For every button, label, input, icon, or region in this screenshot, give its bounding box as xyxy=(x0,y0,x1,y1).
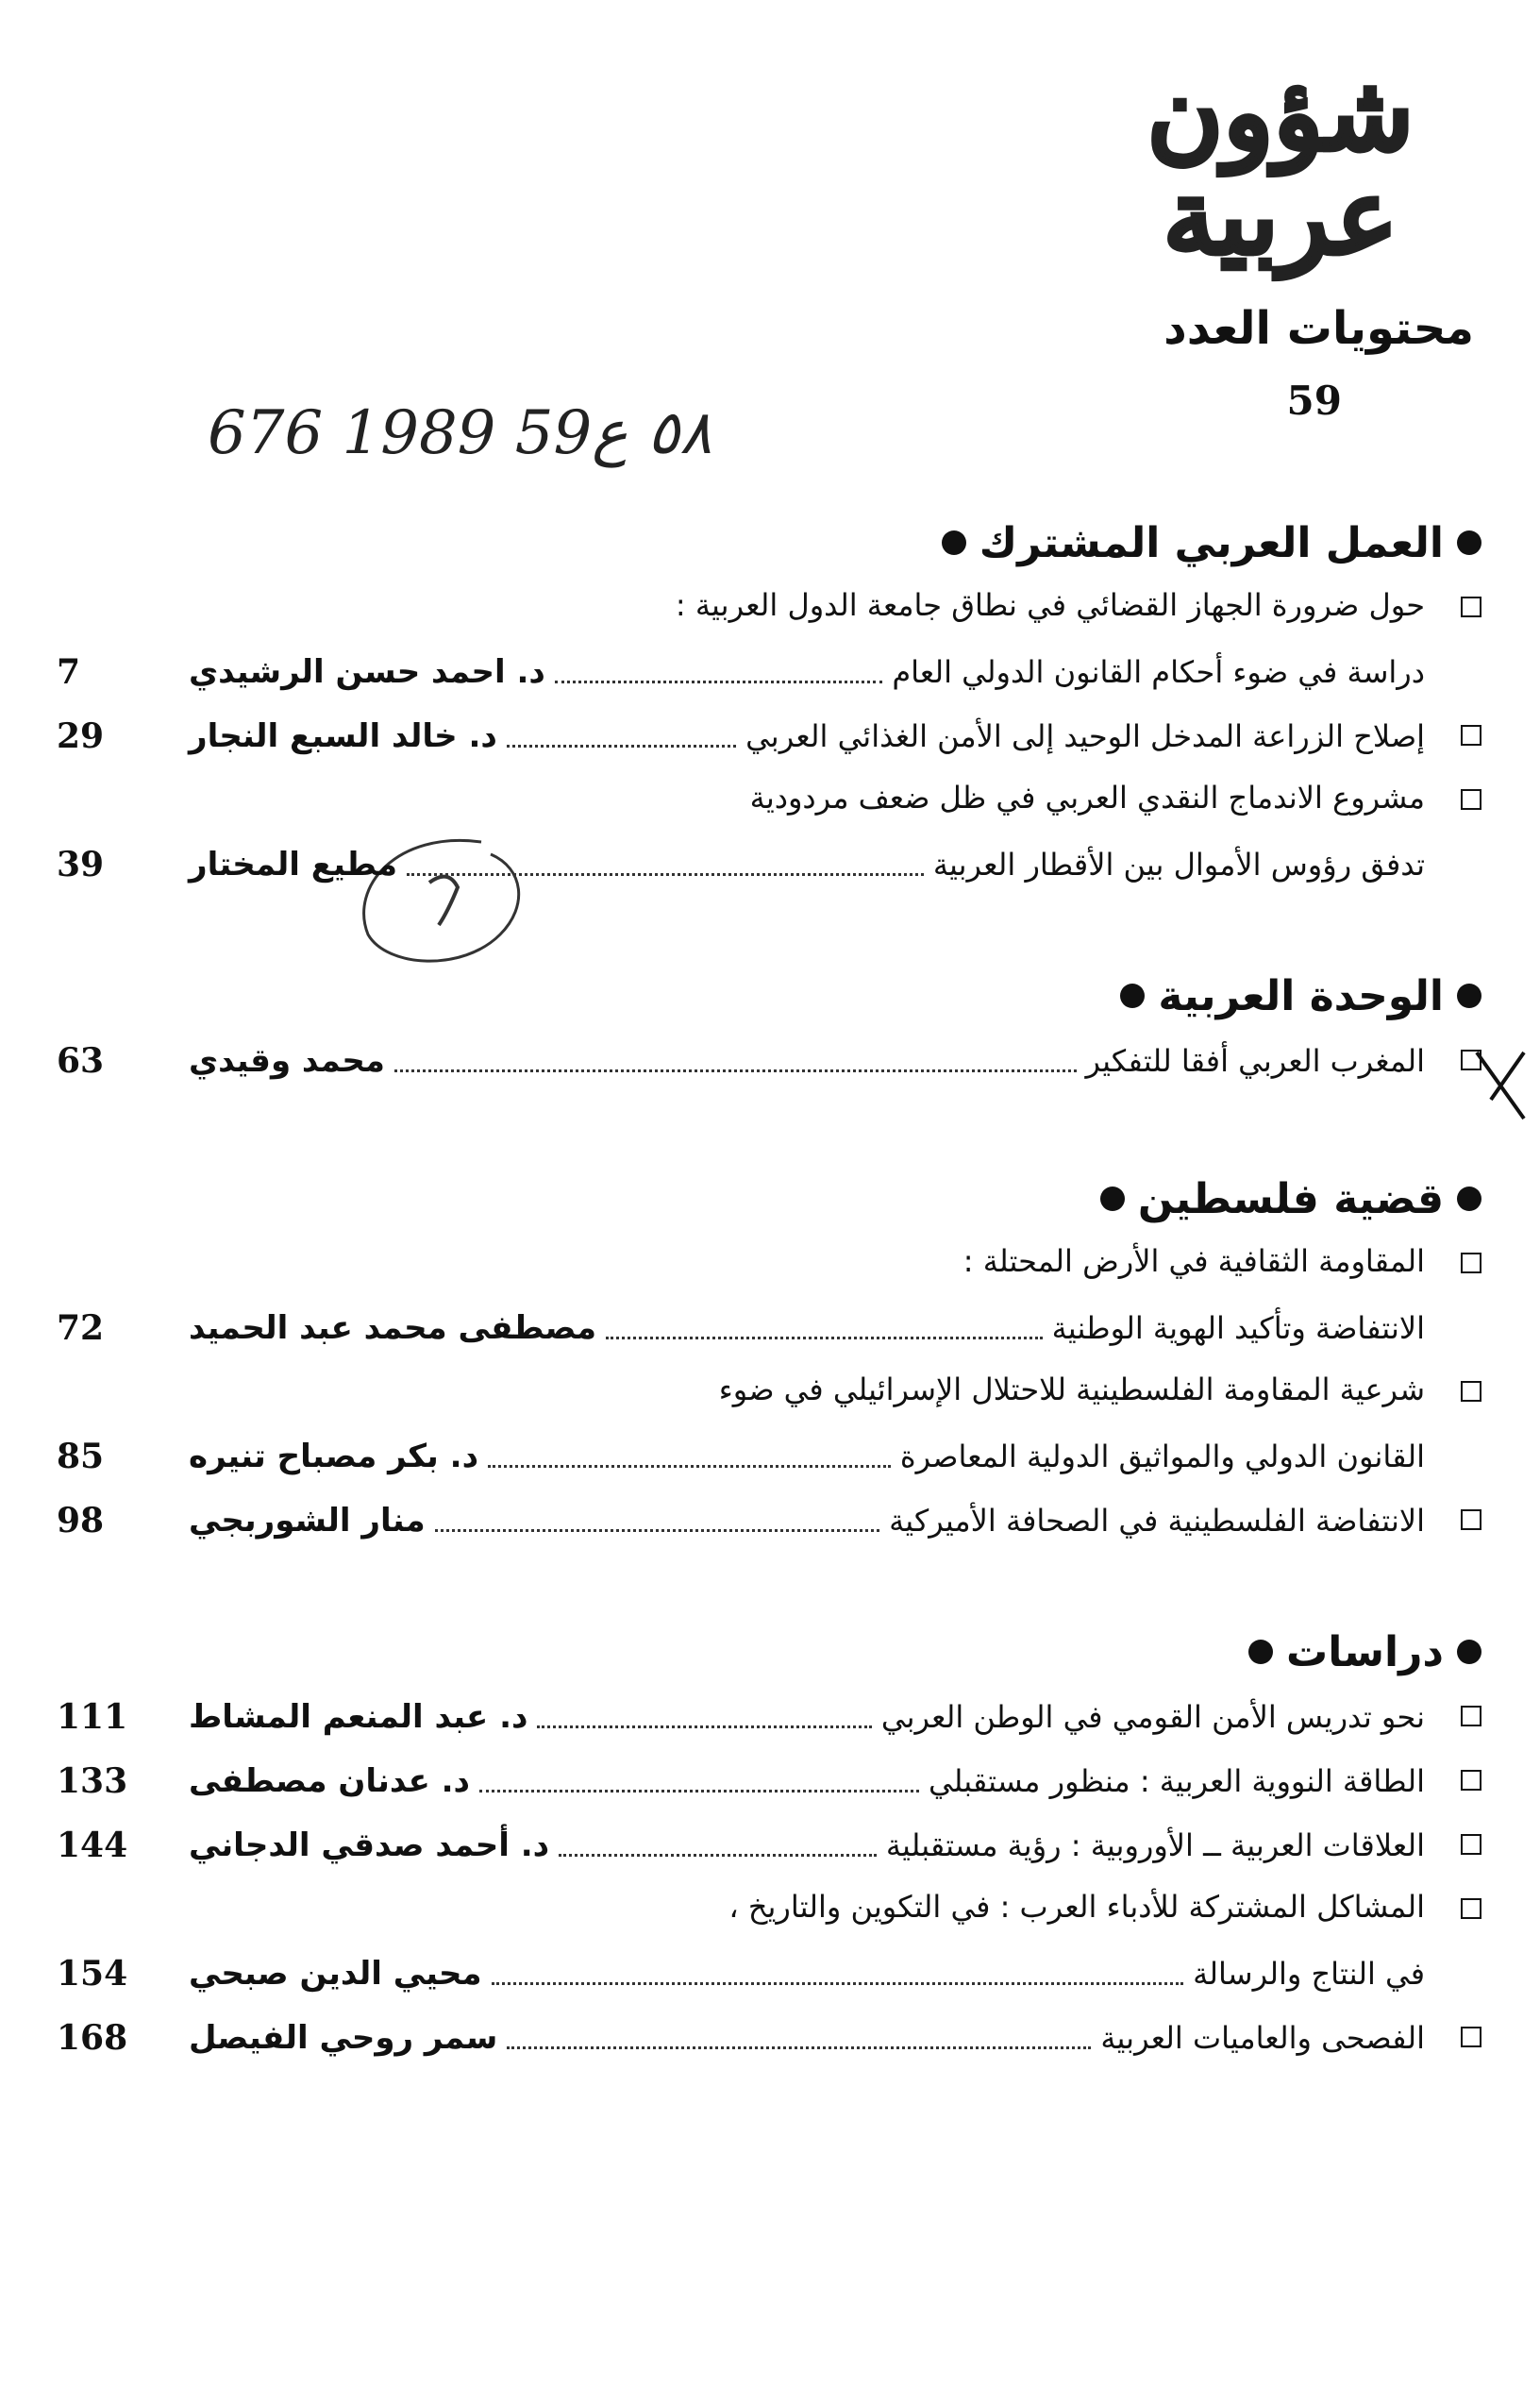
toc-entry[interactable] xyxy=(57,1877,1481,1942)
leader-dots xyxy=(492,1982,1184,1985)
leader-dots xyxy=(507,2046,1091,2049)
entry-author: د. احمد حسن الرشيدي xyxy=(189,653,545,691)
entry-author: د. بكر مصباح تنيره xyxy=(189,1438,479,1475)
entry-page-number: 63 xyxy=(57,1041,105,1081)
section-heading-text: العمل العربي المشترك xyxy=(979,518,1444,567)
entry-author: محيي الدين صبحي xyxy=(189,1955,482,1993)
entry-title: العلاقات العربية ــ الأوروبية : رؤية مستقبلية xyxy=(885,1827,1425,1863)
checkbox-icon xyxy=(1461,1381,1481,1402)
entry-title-line1: المشاكل المشتركة للأدباء العرب : في التكوين والتاريخ ، xyxy=(728,1889,1425,1925)
entry-page-number: 168 xyxy=(57,2018,128,2058)
magazine-masthead xyxy=(1125,52,1436,278)
entry-author: د. عدنان مصطفى xyxy=(189,1762,470,1800)
entry-page-number: 72 xyxy=(57,1308,105,1348)
entry-title-line2: تدفق رؤوس الأموال بين الأقطار العربية xyxy=(932,847,1425,883)
section-heading-text: الوحدة العربية xyxy=(1158,971,1444,1020)
section-heading xyxy=(57,510,1481,576)
toc-entry-continued[interactable] xyxy=(57,1942,1481,2006)
checkbox-icon xyxy=(1461,2027,1481,2047)
entry-page-number: 154 xyxy=(57,1954,128,1994)
checkbox-icon xyxy=(1461,597,1481,617)
toc-entry[interactable] xyxy=(57,768,1481,833)
handwritten-note-text: ٥٨ ع59 1989 676 xyxy=(208,398,712,468)
checkbox-icon xyxy=(1461,1706,1481,1726)
entry-page-number: 29 xyxy=(57,716,105,756)
section-joint-arab-action xyxy=(57,510,1481,897)
entry-page-number: 7 xyxy=(57,652,81,692)
toc-entry[interactable] xyxy=(57,576,1481,640)
entry-author: د. عبد المنعم المشاط xyxy=(189,1698,528,1736)
leader-dots xyxy=(407,873,924,876)
leader-dots xyxy=(555,681,882,683)
entry-title: الفصحى والعاميات العربية xyxy=(1100,2020,1425,2056)
entry-author: سمر روحي الفيصل xyxy=(189,2019,498,2057)
handwriting-svg xyxy=(198,363,1283,505)
toc-entry-continued[interactable] xyxy=(57,1424,1481,1489)
bullet-icon xyxy=(1120,984,1145,1008)
bullet-icon xyxy=(1457,530,1481,555)
entry-title: نحو تدريس الأمن القومي في الوطن العربي xyxy=(880,1699,1425,1735)
entry-page-number: 111 xyxy=(57,1697,128,1737)
toc-entry[interactable] xyxy=(57,1029,1481,1093)
entry-page-number: 39 xyxy=(57,845,105,884)
entry-author: د. خالد السبع النجار xyxy=(189,717,497,755)
bullet-icon xyxy=(1457,1187,1481,1211)
leader-dots xyxy=(479,1790,919,1792)
toc-entry[interactable] xyxy=(57,1489,1481,1553)
entry-title-line1: مشروع الاندماج النقدي العربي في ظل ضعف مردودية xyxy=(749,780,1425,816)
section-heading-text: دراسات xyxy=(1286,1627,1444,1676)
toc-entry-continued[interactable] xyxy=(57,833,1481,897)
masthead-line-2: عربية xyxy=(1163,156,1398,278)
entry-page-number: 98 xyxy=(57,1501,105,1540)
entry-author: مطيع المختار xyxy=(189,846,398,884)
entry-page-number: 85 xyxy=(57,1437,105,1476)
page-title: محتويات العدد xyxy=(1163,302,1474,355)
checkbox-icon xyxy=(1461,1050,1481,1070)
section-arab-unity xyxy=(57,963,1481,1093)
entry-title-line1: حول ضرورة الجهاز القضائي في نطاق جامعة الدول العربية : xyxy=(675,587,1425,623)
entry-title: الطاقة النووية العربية : منظور مستقبلي xyxy=(928,1763,1425,1799)
bullet-icon xyxy=(1100,1187,1125,1211)
checkbox-icon xyxy=(1461,1898,1481,1919)
entry-title-line1: شرعية المقاومة الفلسطينية للاحتلال الإسرائيلي في ضوء xyxy=(718,1372,1425,1407)
entry-author: محمد وقيدي xyxy=(189,1042,385,1080)
toc-entry-continued[interactable] xyxy=(57,640,1481,704)
checkbox-icon xyxy=(1461,789,1481,810)
toc-entry[interactable] xyxy=(57,704,1481,768)
entry-title: إصلاح الزراعة المدخل الوحيد إلى الأمن الغذائي العربي xyxy=(745,718,1425,754)
entry-author: د. أحمد صدقي الدجاني xyxy=(189,1826,550,1864)
toc-entry[interactable] xyxy=(57,2006,1481,2070)
leader-dots xyxy=(537,1725,871,1728)
checkbox-icon xyxy=(1461,1770,1481,1791)
checkbox-icon xyxy=(1461,1834,1481,1855)
leader-dots xyxy=(394,1069,1077,1072)
section-heading-text: قضية فلسطين xyxy=(1137,1174,1444,1223)
leader-dots xyxy=(606,1337,1043,1339)
entry-title: الانتفاضة الفلسطينية في الصحافة الأميركية xyxy=(889,1503,1425,1539)
toc-entry[interactable] xyxy=(57,1813,1481,1877)
leader-dots xyxy=(559,1854,877,1857)
bullet-icon xyxy=(1457,1640,1481,1664)
toc-entry[interactable] xyxy=(57,1360,1481,1424)
leader-dots xyxy=(488,1465,891,1468)
masthead-line-1: شؤون xyxy=(1147,52,1414,174)
issue-number: 59 xyxy=(1286,378,1342,424)
toc-entry[interactable] xyxy=(57,1749,1481,1813)
bullet-icon xyxy=(942,530,966,555)
checkbox-icon xyxy=(1461,725,1481,746)
section-palestine-question xyxy=(57,1166,1481,1553)
entry-title-line2: القانون الدولي والمواثيق الدولية المعاصرة xyxy=(899,1439,1425,1474)
toc-entry[interactable] xyxy=(57,1232,1481,1296)
checkbox-icon xyxy=(1461,1509,1481,1530)
entry-page-number: 133 xyxy=(57,1761,128,1801)
section-heading xyxy=(57,1166,1481,1232)
bullet-icon xyxy=(1457,984,1481,1008)
entry-page-number: 144 xyxy=(57,1826,128,1865)
entry-author: منار الشوربجي xyxy=(189,1502,426,1540)
toc-entry-continued[interactable] xyxy=(57,1296,1481,1360)
entry-author: مصطفى محمد عبد الحميد xyxy=(189,1309,597,1347)
leader-dots xyxy=(507,745,736,748)
leader-dots xyxy=(435,1529,879,1532)
section-studies xyxy=(57,1619,1481,2070)
entry-title-line2: دراسة في ضوء أحكام القانون الدولي العام xyxy=(892,654,1425,690)
entry-title-line1: المقاومة الثقافية في الأرض المحتلة : xyxy=(962,1243,1425,1279)
bullet-icon xyxy=(1248,1640,1273,1664)
entry-title-line2: الانتفاضة وتأكيد الهوية الوطنية xyxy=(1051,1310,1425,1346)
entry-title: المغرب العربي أفقا للتفكير xyxy=(1085,1043,1425,1079)
toc-entry[interactable] xyxy=(57,1685,1481,1749)
section-heading xyxy=(57,963,1481,1029)
entry-title-line2: في النتاج والرسالة xyxy=(1193,1956,1425,1992)
section-heading xyxy=(57,1619,1481,1685)
handwritten-annotation xyxy=(198,363,1283,505)
checkbox-icon xyxy=(1461,1253,1481,1273)
